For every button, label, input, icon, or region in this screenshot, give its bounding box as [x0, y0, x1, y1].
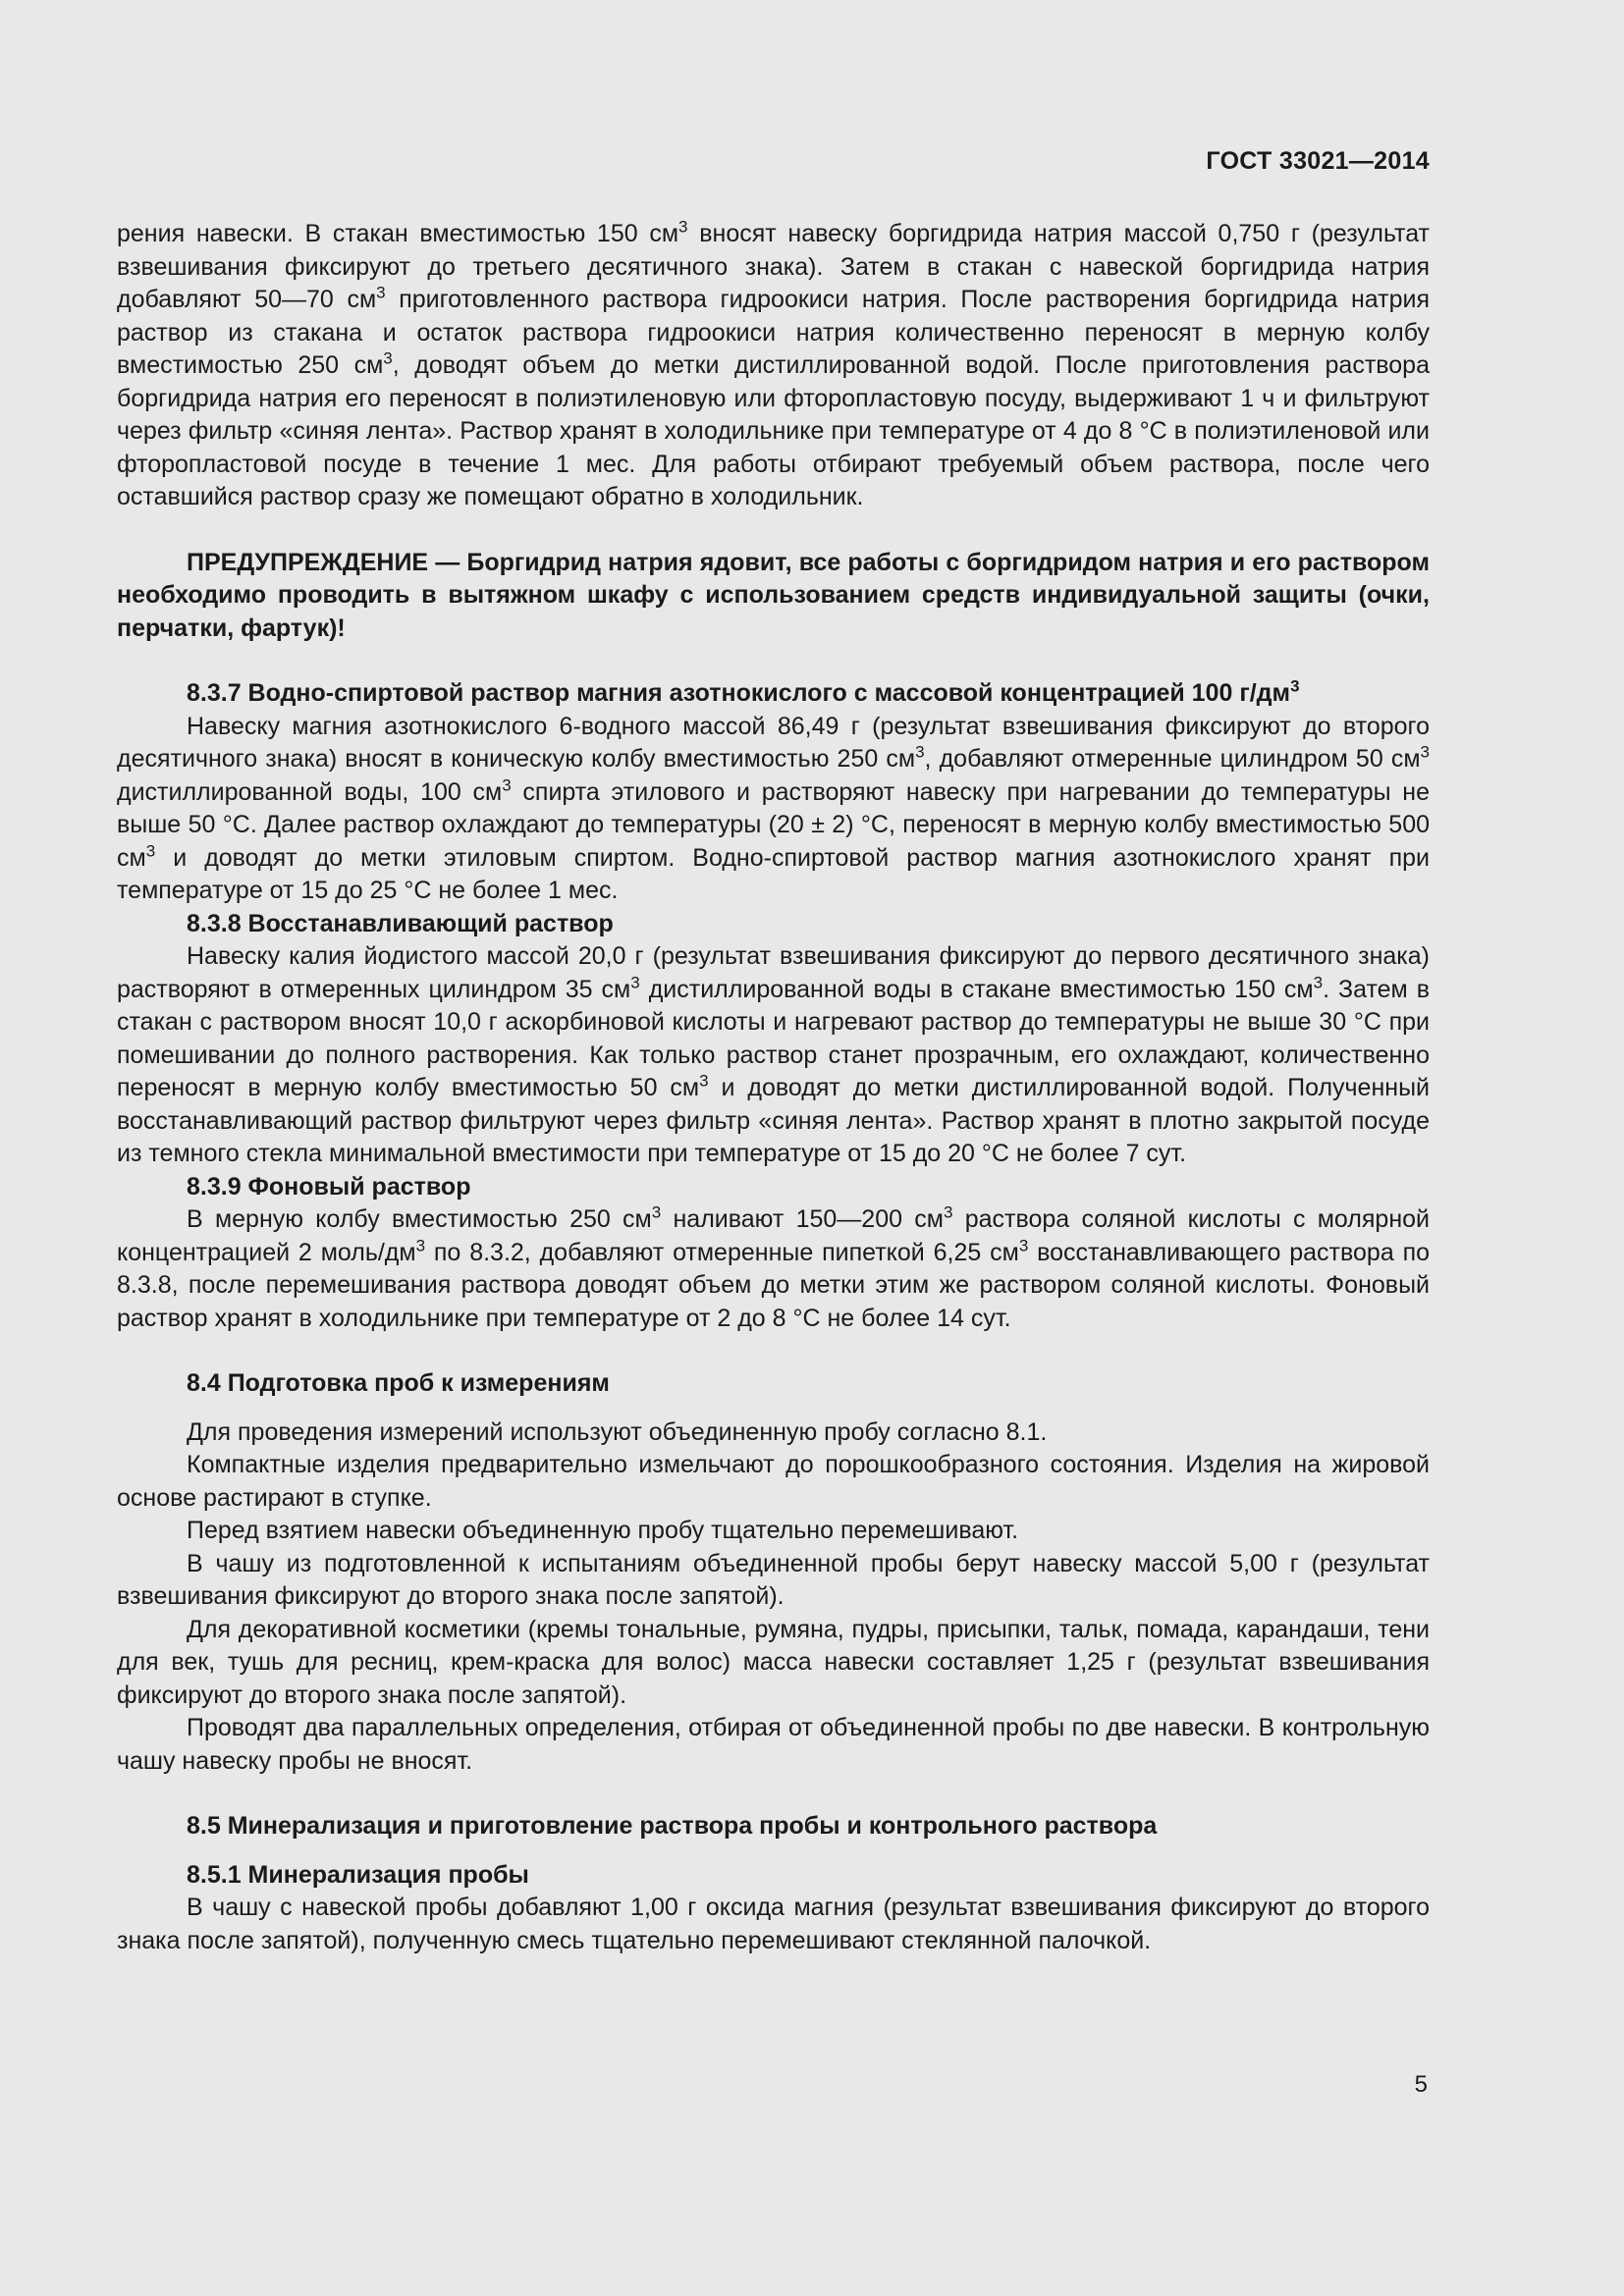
page-number: 5: [1414, 2071, 1428, 2098]
paragraph-8-4-3: Перед взятием навески объединенную пробу тщательно перемешивают.: [187, 1517, 1019, 1544]
paragraph-borohydride: рения навески. В стакан вместимостью 150 $см^3$ вносят навеску боргидрида натрия массой 0,750 г (результат взвешивания фиксируют до третьего десятичного знака). Затем в стакан с навеской боргидрида натрия добавляют 50—70 $см^3$ приготовленного раствора гидроокиси натрия. После растворения боргидрида натрия раствор из стакана и остаток раствора гидроокиси натрия количественно переносят в мерную колбу вместимостью 250 $см^3$, доводят объем до метки дистиллированной водой. После приготовления раствора боргидрида натрия его переносят в полиэтиленовую или фторопластовую посуду, выдерживают 1 ч и фильтруют через фильтр «синяя лента». Раствор хранят в холодильнике при температуре от 4 до 8 °С в полиэтиленовой или фторопластовой посуде в течение 1 мес. Для работы отбирают требуемый объем раствора, после чего оставшийся раствор сразу же помещают обратно в холодильник.: [117, 217, 1431, 510]
document-code: ГОСТ 33021—2014: [1206, 147, 1430, 175]
paragraph-8-3-8: Навеску калия йодистого массой 20,0 г (результат взвешивания фиксируют до первого десятичного знака) растворяют в отмеренных цилиндром 35 $см^3$ дистиллированной воды в стакане вместимостью 150 $см^3$. Затем в стакан с раствором вносят 10,0 г аскорбиновой кислоты и нагревают раствор до температуры не выше 30 °С при помешивании до полного растворения. Как только раствор станет прозрачным, его охлаждают, количественно переносят в мерную колбу вместимостью 50 $см^3$ и доводят до метки дистиллированной водой. Полученный восстанавливающий раствор фильтруют через фильтр «синяя лента». Раствор хранят в плотно закрытой посуде из темного стекла минимальной вместимости при температуре от 15 до 20 °С не более 7 сут.: [117, 942, 1431, 1167]
section-heading-8-4: 8.4 Подготовка проб к измерениям: [187, 1369, 610, 1397]
paragraph-8-4-2: Компактные изделия предварительно измельчают до порошкообразного состояния. Изделия на жировой основе растирают в ступке.: [117, 1451, 1430, 1512]
paragraph-8-3-7: Навеску магния азотнокислого 6-водного массой 86,49 г (результат взвешивания фиксируют до второго десятичного знака) вносят в коническую колбу вместимостью 250 $см^3$, добавляют отмеренные цилиндром 50 $см^3$ дистиллированной воды, 100 $см^3$ спирта этилового и растворяют навеску при нагревании до температуры не выше 50 °С. Далее раствор охлаждают до температуры (20 ± 2) °С, переносят в мерную колбу вместимостью 500 $см^3$ и доводят до метки этиловым спиртом. Водно-спиртовой раствор магния азотнокислого хранят при температуре от 15 до 25 °С не более 1 мес.: [117, 712, 1430, 904]
paragraph-8-4-6: Проводят два параллельных определения, отбирая от объединенной пробы по две навески. В контрольную чашу навеску пробы не вносят.: [117, 1714, 1430, 1775]
paragraph-8-3-9: В мерную колбу вместимостью 250 $см^3$ наливают 150—200 $см^3$ раствора соляной кислоты с молярной концентрацией 2 моль/$дм^3$ по 8.3.2, добавляют отмеренные пипеткой 6,25 $см^3$ восстанавливающего раствора по 8.3.8, после перемешивания раствора доводят объем до метки этим же раствором соляной кислоты. Фоновый раствор хранят в холодильнике при температуре от 2 до 8 °С не более 14 сут.: [117, 1202, 1431, 1332]
section-heading-8-3-9: 8.3.9 Фоновый раствор: [187, 1172, 471, 1201]
paragraph-8-4-1: Для проведения измерений используют объединенную пробу согласно 8.1.: [187, 1417, 1048, 1446]
section-heading-8-5: 8.5 Минерализация и приготовление раствора пробы и контрольного раствора: [187, 1812, 1158, 1840]
warning-paragraph: ПРЕДУПРЕЖДЕНИЕ — Боргидрид натрия ядовит, все работы с боргидридом натрия и его раствором необходимо проводить в вытяжном шкафу с использованием средств индивидуальной защиты (очки, перчатки, фартук)!: [117, 548, 1430, 642]
paragraph-8-4-4: В чашу из подготовленной к испытаниям объединенной пробы берут навеску массой 5,00 г (результат взвешивания фиксируют до второго знака после запятой).: [117, 1549, 1430, 1610]
paragraph-8-4-5: Для декоративной косметики (кремы тональные, румяна, пудры, присыпки, тальк, помада, карандаши, тени для век, тушь для ресниц, крем-краска для волос) масса навески составляет 1,25 г (результат взвешивания фиксируют до второго знака после запятой).: [117, 1615, 1430, 1709]
paragraph-8-5-1: В чашу с навеской пробы добавляют 1,00 г оксида магния (результат взвешивания фиксируют до второго знака после запятой), полученную смесь тщательно перемешивают стеклянной палочкой.: [117, 1894, 1430, 1954]
section-heading-8-3-8: 8.3.8 Восстанавливающий раствор: [187, 909, 614, 937]
page-content: [117, 218, 1430, 1957]
section-heading-8-5-1: 8.5.1 Минерализация пробы: [187, 1860, 529, 1889]
section-heading-8-3-7: 8.3.7 Водно-спиртовой раствор магния азотнокислого с массовой концентрацией 100 $г/дм^3$: [187, 676, 1300, 707]
